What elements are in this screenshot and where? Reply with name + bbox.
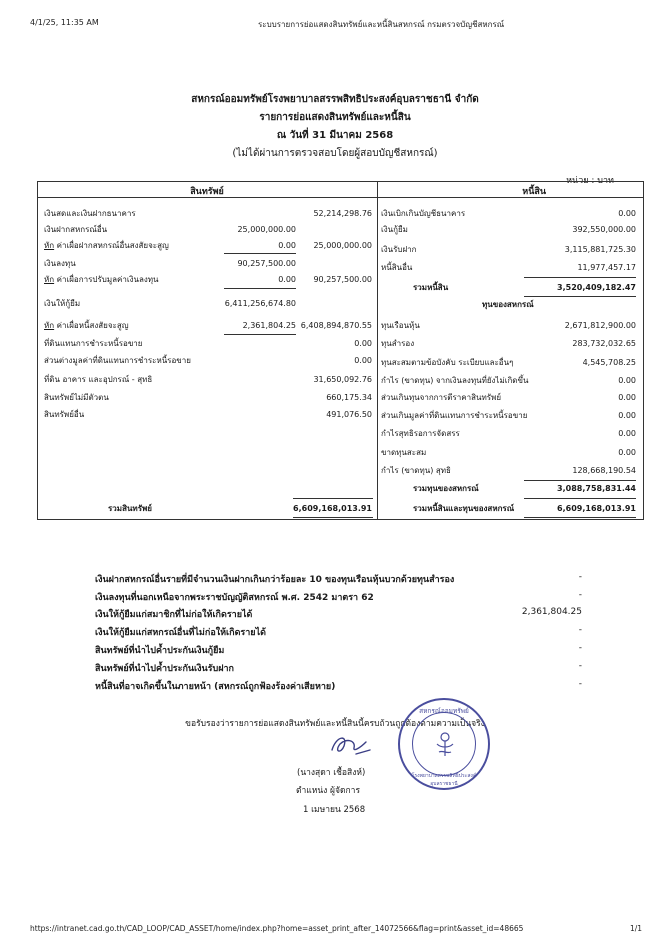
note-value: - <box>578 679 582 689</box>
equity-label: ส่วนเกินมูลค่าที่ดินแทนการชำระหนี้รอขาย <box>381 411 528 420</box>
liability-value: 392,550,000.00 <box>572 225 636 234</box>
coop-name: สหกรณ์ออมทรัพย์โรงพยาบาลสรรพสิทธิประสงค์อุบลราชธานี จำกัด <box>191 94 479 105</box>
asset-label: เงินฝากสหกรณ์อื่น <box>44 225 108 234</box>
note-value: - <box>578 625 582 635</box>
certification-text: ขอรับรองว่ารายการย่อแสดงสินทรัพย์และหนี้สินนี้ครบถ้วนถูกต้องตามความเป็นจริง <box>185 719 485 729</box>
asset-subvalue: 6,411,256,674.80 <box>224 299 296 308</box>
asset-value: 6,408,894,870.55 <box>300 321 372 330</box>
equity-label: ทุนสะสมตามข้อบังคับ ระเบียบและอื่นๆ <box>381 358 514 367</box>
signature-image <box>326 730 378 760</box>
asset-subvalue: 0.00 <box>278 275 296 284</box>
subtotal-line <box>224 288 296 289</box>
equity-value: 128,668,190.54 <box>572 466 636 475</box>
asset-value: 660,175.34 <box>326 393 372 402</box>
note-label: เงินให้กู้ยืมแก่สหกรณ์อื่นที่ไม่ก่อให้เกิดรายได้ <box>95 628 266 638</box>
asset-label: เงินลงทุน <box>44 259 76 268</box>
asset-subvalue: 90,257,500.00 <box>237 259 296 268</box>
note-value: - <box>578 590 582 600</box>
liabilities-heading: หนี้สิน <box>522 187 546 197</box>
assets-heading: สินทรัพย์ <box>190 187 224 197</box>
asset-value: 31,650,092.76 <box>313 375 372 384</box>
subtotal-line <box>524 498 636 499</box>
asset-value: 491,076.50 <box>326 410 372 419</box>
note-value: 2,361,804.25 <box>521 607 582 617</box>
equity-label: ขาดทุนสะสม <box>381 448 427 457</box>
grand-total-label: รวมหนี้สินและทุนของสหกรณ์ <box>413 504 515 513</box>
asset-subvalue: 2,361,804.25 <box>242 321 296 330</box>
liability-value: 0.00 <box>618 209 636 218</box>
unit-label: หน่วย : บาท <box>566 176 614 186</box>
signer-position: ตำแหน่ง ผู้จัดการ <box>296 786 361 796</box>
subtotal-line <box>224 334 296 335</box>
column-divider <box>377 181 378 520</box>
subtotal-line <box>524 296 636 297</box>
equity-heading: ทุนของสหกรณ์ <box>482 300 534 309</box>
equity-value: 0.00 <box>618 448 636 457</box>
liability-label: เงินรับฝาก <box>381 245 417 254</box>
total-double-line <box>293 519 373 520</box>
note-label: หนี้สินที่อาจเกิดขึ้นในภายหน้า (สหกรณ์ถูกฟ้องร้องค่าเสียหาย) <box>95 682 336 692</box>
note-label: เงินลงทุนที่นอกเหนือจากพระราชบัญญัติสหกรณ์ พ.ศ. 2542 มาตรา 62 <box>95 593 374 603</box>
total-double-line <box>293 517 373 518</box>
equity-label: กำไร (ขาดทุน) จากเงินลงทุนที่ยังไม่เกิดขึ้น <box>381 376 529 385</box>
liability-label: หนี้สินอื่น <box>381 263 413 272</box>
total-double-line <box>524 517 636 518</box>
asset-subvalue: 25,000,000.00 <box>237 225 296 234</box>
asset-value: 90,257,500.00 <box>313 275 372 284</box>
equity-label: กำไร (ขาดทุน) สุทธิ <box>381 466 451 475</box>
liability-value: 11,977,457.17 <box>577 263 636 272</box>
asset-subvalue: 0.00 <box>278 241 296 250</box>
seal-text: สหกรณ์ออมทรัพย์ <box>419 707 469 715</box>
equity-label: ทุนเรือนหุ้น <box>381 321 420 330</box>
asset-value: 0.00 <box>354 339 372 348</box>
equity-value: 0.00 <box>618 376 636 385</box>
cooperative-seal <box>398 698 490 790</box>
note-value: - <box>578 661 582 671</box>
asset-value: 25,000,000.00 <box>313 241 372 250</box>
asset-label: สินทรัพย์ไม่มีตัวตน <box>44 393 109 402</box>
total-equity-value: 3,088,758,831.44 <box>557 484 636 493</box>
subtotal-line <box>224 253 296 254</box>
asset-label: เงินให้กู้ยืม <box>44 299 81 308</box>
equity-value: 4,545,708.25 <box>582 358 636 367</box>
asset-value: 52,214,298.76 <box>313 209 372 218</box>
asset-label: เงินสดและเงินฝากธนาคาร <box>44 209 136 218</box>
print-datetime: 4/1/25, 11:35 AM <box>30 18 99 27</box>
equity-value: 0.00 <box>618 411 636 420</box>
signer-name: (นางสุดา เชื้อสิงห์) <box>297 768 366 778</box>
seal-emblem-icon <box>429 728 461 760</box>
note-value: - <box>578 572 582 582</box>
equity-value: 283,732,032.65 <box>572 339 636 348</box>
equity-label: ส่วนเกินทุนจากการตีราคาสินทรัพย์ <box>381 393 501 402</box>
print-page-number: 1/1 <box>630 924 643 933</box>
total-line-top <box>293 498 373 499</box>
liability-label: เงินเบิกเกินบัญชีธนาคาร <box>381 209 466 218</box>
total-assets-value: 6,609,168,013.91 <box>293 504 372 513</box>
subtotal-line <box>524 277 636 278</box>
total-assets-label: รวมสินทรัพย์ <box>108 504 152 513</box>
total-double-line <box>524 519 636 520</box>
asset-value: 0.00 <box>354 356 372 365</box>
signed-date: 1 เมษายน 2568 <box>303 805 366 815</box>
total-equity-label: รวมทุนของสหกรณ์ <box>413 484 479 493</box>
equity-label: ทุนสำรอง <box>381 339 415 348</box>
asset-label: หัก ค่าเผื่อฝากสหกรณ์อื่นสงสัยจะสูญ <box>44 241 169 250</box>
liability-value: 3,115,881,725.30 <box>564 245 636 254</box>
note-label: เงินฝากสหกรณ์อื่นรายที่มีจำนวนเงินฝากเกินกว่าร้อยละ 10 ของทุนเรือนหุ้นบวกด้วยทุนสำรอง <box>95 575 455 585</box>
note-label: สินทรัพย์ที่นำไปค้ำประกันเงินรับฝาก <box>95 664 234 674</box>
audit-note: (ไม่ได้ผ่านการตรวจสอบโดยผู้สอบบัญชีสหกรณ์) <box>232 148 438 159</box>
equity-label: กำไรสุทธิรอการจัดสรร <box>381 429 460 438</box>
grand-total-value: 6,609,168,013.91 <box>557 504 636 513</box>
asset-label: หัก ค่าเผื่อหนี้สงสัยจะสูญ <box>44 321 129 330</box>
report-title: รายการย่อแสดงสินทรัพย์และหนี้สิน <box>259 112 411 123</box>
asset-label: หัก ค่าเผื่อการปรับมูลค่าเงินลงทุน <box>44 275 159 284</box>
liability-label: เงินกู้ยืม <box>381 225 408 234</box>
report-date: ณ วันที่ 31 มีนาคม 2568 <box>276 130 394 141</box>
print-page-title: ระบบรายการย่อแสดงสินทรัพย์และหนี้สินสหกรณ์ กรมตรวจบัญชีสหกรณ์ <box>258 20 505 29</box>
equity-value: 2,671,812,900.00 <box>564 321 636 330</box>
total-liabilities-label: รวมหนี้สิน <box>413 283 449 292</box>
print-url: https://intranet.cad.go.th/CAD_LOOP/CAD_ASSET/home/index.php?home=asset_print_after_14072566&flag=print&asset_id=48665 <box>30 924 524 933</box>
asset-label: ที่ดิน อาคาร และอุปกรณ์ - สุทธิ <box>44 375 153 384</box>
total-liabilities-value: 3,520,409,182.47 <box>557 283 636 292</box>
note-label: สินทรัพย์ที่นำไปค้ำประกันเงินกู้ยืม <box>95 646 225 656</box>
asset-label: ส่วนต่างมูลค่าที่ดินแทนการชำระหนี้รอขาย <box>44 356 191 365</box>
note-value: - <box>578 643 582 653</box>
asset-label: สินทรัพย์อื่น <box>44 410 85 419</box>
note-label: เงินให้กู้ยืมแก่สมาชิกที่ไม่ก่อให้เกิดรายได้ <box>95 610 253 620</box>
equity-value: 0.00 <box>618 393 636 402</box>
equity-value: 0.00 <box>618 429 636 438</box>
asset-label: ที่ดินแทนการชำระหนี้รอขาย <box>44 339 143 348</box>
seal-text: โรงพยาบาลสรรพสิทธิประสงค์ อุบลราชธานี <box>411 773 477 787</box>
